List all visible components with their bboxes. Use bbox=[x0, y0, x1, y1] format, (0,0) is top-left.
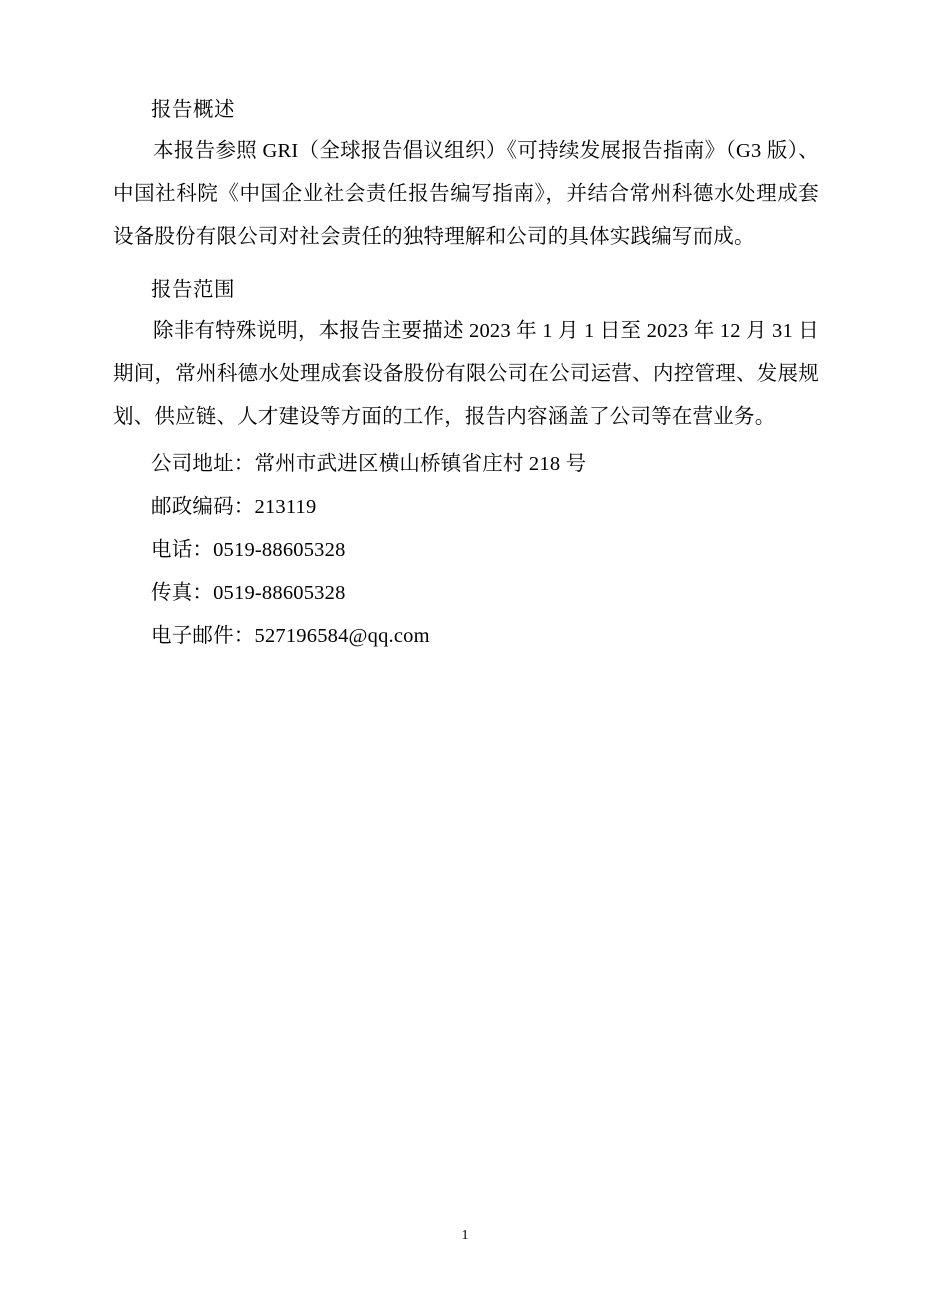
contact-info-list bbox=[113, 443, 819, 658]
contact-line-fax: 传真：0519-88605328 bbox=[151, 581, 346, 604]
contact-line-postcode: 邮政编码：213119 bbox=[151, 495, 317, 518]
section-paragraph-report-overview: 本报告参照 GRI（全球报告倡议组织）《可持续发展报告指南》（G3 版）、中国社科院《中国企业社会责任报告编写指南》，并结合常州科德水处理成套设备股份有限公司对社会责任的独特理解和公司的具体实践编写而成。 bbox=[113, 139, 819, 248]
contact-line-email: 电子邮件：527196584@qq.com bbox=[151, 624, 430, 647]
section-paragraph-report-scope: 除非有特殊说明，本报告主要描述 2023 年 1 月 1 日至 2023 年 12 月 31 日期间，常州科德水处理成套设备股份有限公司在公司运营、内控管理、发展规划、供应链、人才建设等方面的工作，报告内容涵盖了公司等在营业务。 bbox=[113, 319, 819, 428]
contact-line-telephone: 电话：0519-88605328 bbox=[151, 538, 346, 561]
page-content bbox=[113, 95, 819, 658]
section-heading-report-scope: 报告范围 bbox=[151, 278, 235, 301]
section-heading-report-overview: 报告概述 bbox=[151, 99, 235, 121]
contact-line-address: 公司地址：常州市武进区横山桥镇省庄村 218 号 bbox=[151, 452, 587, 475]
page-number: 1 bbox=[461, 1228, 469, 1243]
section-spacer bbox=[113, 261, 819, 275]
